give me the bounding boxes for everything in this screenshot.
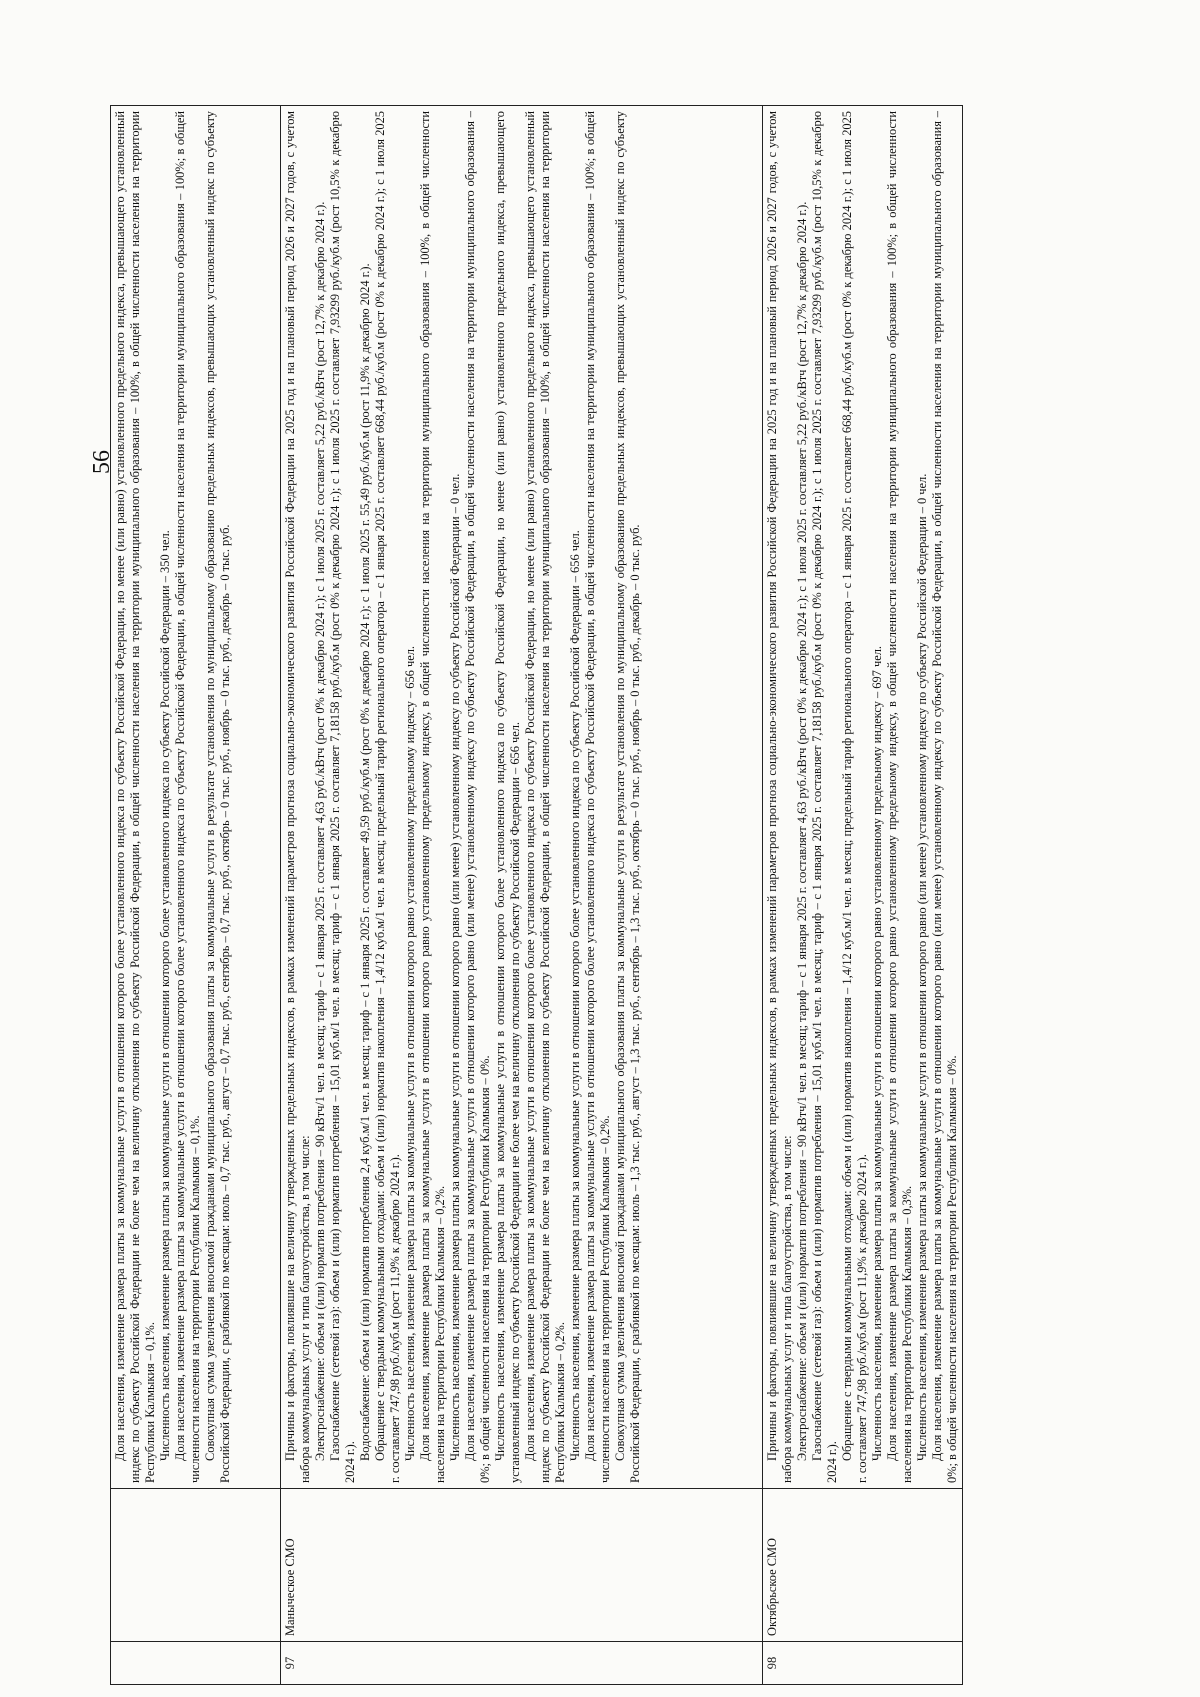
paragraph: Доля населения, изменение размера платы за коммунальные услуги в отношении которого более установленного индекса по субъекту Российской Федерации, в общей численности населения на территории муниципального образования – 100%; в общей численности населения на территории Республики Калмыкия – 0,2%. [583, 111, 612, 1483]
description-cell [281, 106, 763, 1489]
table-row [281, 106, 763, 1685]
paragraph: Обращение с твердыми коммунальными отходами: объем и (или) норматив накопления – 1,4/12 куб.м/1 чел. в месяц; предельный тариф регионального оператора – с 1 января 2025 г. составляет 668,44 руб./куб.м (рост 0% к декабрю 2024 г.); с 1 июля 2025 г. составляет 747,98 руб./куб.м (рост 11,9% к декабрю 2024 г.). [373, 111, 402, 1483]
municipality-name-cell: Маныческое СМО [281, 1489, 763, 1642]
paragraph: Численность населения, изменение размера платы за коммунальные услуги в отношении которого равно установленному предельному индексу – 697 чел. [870, 646, 884, 1461]
paragraph: Численность населения, изменение размера платы за коммунальные услуги в отношении которого более установленного индекса по субъекту Российской Федерации – 350 чел. [158, 530, 172, 1461]
paragraph: Газоснабжение (сетевой газ): объем и (или) норматив потребления – 15,01 куб.м/1 чел. в месяц; тариф – с 1 января 2025 г. составляет 7,18158 руб./куб.м (рост 0% к декабрю 2024 г.); с 1 июля 2025 г. составляет 7,93299 руб./куб.м (рост 10,5% к декабрю 2024 г.). [328, 111, 357, 1483]
paragraph: Электроснабжение: объем и (или) норматив потребления – 90 кВтч/1 чел. в месяц; тариф – с 1 января 2025 г. составляет 4,63 руб./кВтч (рост 0% к декабрю 2024 г.); с 1 июля 2025 г. составляет 5,22 руб./кВтч (рост 12,7% к декабрю 2024 г.). [795, 201, 809, 1461]
description-cell [763, 106, 963, 1489]
paragraph: Численность населения, изменение размера платы за коммунальные услуги в отношении которого равно (или менее) установленному индексу по субъекту Российской Федерации – 0 чел. [915, 473, 929, 1461]
paragraph: Электроснабжение: объем и (или) норматив потребления – 90 кВтч/1 чел. в месяц; тариф – с 1 января 2025 г. составляет 4,63 руб./кВтч (рост 0% к декабрю 2024 г.); с 1 июля 2025 г. составляет 5,22 руб./кВтч (рост 12,7% к декабрю 2024 г.). [313, 201, 327, 1461]
description-cell [111, 106, 281, 1489]
paragraph: Совокупная сумма увеличения вносимой гражданами муниципального образования платы за коммунальные услуги в результате установления по муниципальному образованию предельных индексов, превышающих установленный индекс по субъекту Российской Федерации, с разбивкой по месяцам: июль – 0,7 тыс. руб., август – 0,7 тыс. руб., сентябрь – 0,7 тыс. руб., октябрь – 0 тыс. руб., ноябрь – 0 тыс. руб., декабрь – 0 тыс. руб. [203, 111, 232, 1483]
paragraph: Доля населения, изменение размера платы за коммунальные услуги в отношении которого равно установленному предельному индексу, в общей численности населения на территории муниципального образования – 100%; в общей численности населения на территории Республики Калмыкия – 0,3%. [885, 111, 914, 1483]
rotated-table-container [110, 105, 959, 1685]
row-number-cell: 98 [763, 1642, 963, 1685]
paragraph: Численность населения, изменение размера платы за коммунальные услуги в отношении которого более установленного индекса по субъекту Российской Федерации – 656 чел. [568, 530, 582, 1461]
paragraph: Причины и факторы, повлиявшие на величину утвержденных предельных индексов, в рамках изменений параметров прогноза социально-экономического развития Российской Федерации на 2025 год и на плановый период 2026 и 2027 годов, с учетом набора коммунальных услуг и типа благоустройства, в том числе: [283, 111, 312, 1483]
paragraph: Доля населения, изменение размера платы за коммунальные услуги в отношении которого равно установленному предельному индексу, в общей численности населения на территории муниципального образования – 100%, в общей численности населения на территории Республики Калмыкия – 0,2%. [418, 111, 447, 1483]
table-row [111, 106, 281, 1685]
paragraph: Численность населения, изменение размера платы за коммунальные услуги в отношении которого равно установленному предельному индексу – 656 чел. [403, 646, 417, 1461]
paragraph: Доля населения, изменение размера платы за коммунальные услуги в отношении которого более установленного индекса по субъекту Российской Федерации, но менее (или равно) установленного предельного индекса, превышающего установленный индекс по субъекту Российской Федерации не более чем на величину отклонения по субъекту Российской Федерации, в общей численности населения на территории муниципального образования – 100%, в общей численности населения на территории Республики Калмыкия – 0,2%. [523, 111, 567, 1483]
page-number: 56 [89, 450, 115, 474]
paragraph: Газоснабжение (сетевой газ): объем и (или) норматив потребления – 15,01 куб.м/1 чел. в месяц; тариф – с 1 января 2025 г. составляет 7,18158 руб./куб.м (рост 0% к декабрю 2024 г.); с 1 июля 2025 г. составляет 7,93299 руб./куб.м (рост 10,5% к декабрю 2024 г.). [810, 111, 839, 1483]
paragraph: Водоснабжение: объем и (или) норматив потребления 2,4 куб.м/1 чел. в месяц; тариф – с 1 января 2025 г. составляет 49,59 руб./куб.м (рост 0% к декабрю 2024 г.); с 1 июля 2025 г. 55,49 руб./куб.м (рост 11,9% к декабрю 2024 г.). [358, 263, 372, 1461]
paragraph: Численность населения, изменение размера платы за коммунальные услуги в отношении которого равно (или менее) установленному индексу по субъекту Российской Федерации – 0 чел. [448, 473, 462, 1461]
document-table [110, 105, 963, 1685]
paragraph: Доля населения, изменение размера платы за коммунальные услуги в отношении которого равно (или менее) установленному индексу по субъекту Российской Федерации, в общей численности населения на территории муниципального образования – 0%; в общей численности населения на территории Республики Калмыкия – 0%. [930, 111, 959, 1483]
row-number-cell [111, 1642, 281, 1685]
municipality-name-cell [111, 1489, 281, 1642]
paragraph: Доля населения, изменение размера платы за коммунальные услуги в отношении которого более установленного индекса по субъекту Российской Федерации, но менее (или равно) установленного предельного индекса, превышающего установленный индекс по субъекту Российской Федерации не более чем на величину отклонения по субъекту Российской Федерации, в общей численности населения на территории муниципального образования – 100%, в общей численности населения на территории Республики Калмыкия – 0,1%. [113, 111, 157, 1483]
paragraph: Доля населения, изменение размера платы за коммунальные услуги в отношении которого более установленного индекса по субъекту Российской Федерации, в общей численности населения на территории муниципального образования – 100%; в общей численности населения на территории Республики Калмыкия – 0,1%. [173, 111, 202, 1483]
paragraph: Обращение с твердыми коммунальными отходами: объем и (или) норматив накопления – 1,4/12 куб.м/1 чел. в месяц; предельный тариф регионального оператора – с 1 января 2025 г. составляет 668,44 руб./куб.м (рост 0% к декабрю 2024 г.); с 1 июля 2025 г. составляет 747,98 руб./куб.м (рост 11,9% к декабрю 2024 г.). [840, 111, 869, 1483]
table-row [763, 106, 963, 1685]
paragraph: Доля населения, изменение размера платы за коммунальные услуги в отношении которого равно (или менее) установленному индексу по субъекту Российской Федерации, в общей численности населения на территории муниципального образования – 0%; в общей численности населения на территории Республики Калмыкия – 0%. [463, 111, 492, 1483]
municipality-name-cell: Октябрьское СМО [763, 1489, 963, 1642]
row-number-cell: 97 [281, 1642, 763, 1685]
paragraph: Совокупная сумма увеличения вносимой гражданами муниципального образования платы за коммунальные услуги в результате установления по муниципальному образованию предельных индексов, превышающих установленный индекс по субъекту Российской Федерации, с разбивкой по месяцам: июль – 1,3 тыс. руб., август – 1,3 тыс. руб., сентябрь – 1,3 тыс. руб., октябрь – 0 тыс. руб., ноябрь – 0 тыс. руб., декабрь – 0 тыс. руб. [613, 111, 642, 1483]
paragraph: Численность населения, изменение размера платы за коммунальные услуги в отношении которого более установленного индекса по субъекту Российской Федерации, но менее (или равно) установленного предельного индекса, превышающего установленный индекс по субъекту Российской Федерации не более чем на величину отклонения по субъекту Российской Федерации – 656 чел. [493, 111, 522, 1483]
paragraph: Причины и факторы, повлиявшие на величину утвержденных предельных индексов, в рамках изменений параметров прогноза социально-экономического развития Российской Федерации на 2025 год и на плановый период 2026 и 2027 годов, с учетом набора коммунальных услуг и типа благоустройства, в том числе: [765, 111, 794, 1483]
